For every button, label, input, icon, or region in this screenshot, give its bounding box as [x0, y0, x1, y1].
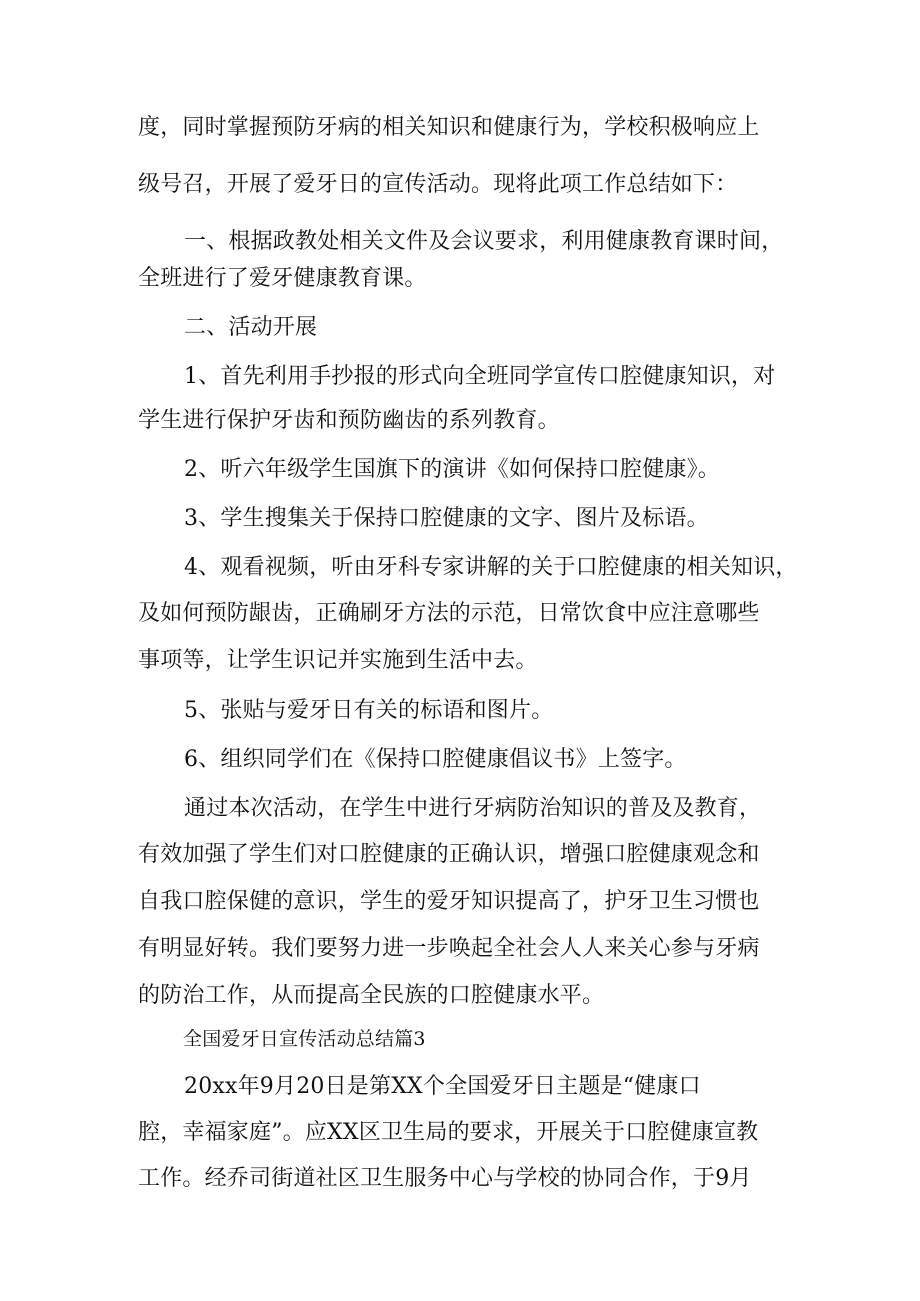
paragraph-line: 工作。经乔司街道社区卫生服务中心与学校的协同合作，于9月 [138, 1166, 752, 1191]
paragraph-line: 有明显好转。我们要努力进一步唤起全社会人人来关心参与牙病 [138, 936, 760, 961]
paragraph-line: 6、组织同学们在《保持口腔健康倡议书》上签字。 [184, 747, 687, 772]
paragraph-line: 事项等，让学生识记并实施到生活中去。 [138, 648, 538, 673]
paragraph-line: 通过本次活动，在学生中进行牙病防治知识的普及及教育， [184, 796, 762, 821]
paragraph-line: 2、听六年级学生国旗下的演讲《如何保持口腔健康》。 [184, 457, 720, 482]
paragraph-line: 及如何预防龈齿，正确刷牙方法的示范，日常饮食中应注意哪些 [138, 601, 760, 626]
paragraph-line: 4、观看视频，听由牙科专家讲解的关于口腔健康的相关知识， [184, 555, 798, 580]
paragraph-line: 全班进行了爱牙健康教育课。 [138, 266, 427, 291]
paragraph-line: 3、学生搜集关于保持口腔健康的文字、图片及标语。 [184, 506, 709, 531]
paragraph-line: 级号召，开展了爱牙日的宣传活动。现将此项工作总结如下： [138, 172, 738, 197]
section-heading: 二、活动开展 [184, 315, 318, 340]
paragraph-line: 有效加强了学生们对口腔健康的正确认识，增强口腔健康观念和 [138, 842, 760, 867]
paragraph-line: 一、根据政教处相关文件及会议要求，利用健康教育课时间， [184, 229, 784, 254]
paragraph-line: 腔，幸福家庭”。应XX区卫生局的要求，开展关于口腔健康宣教 [138, 1120, 759, 1145]
paragraph-line: 1、首先利用手抄报的形式向全班同学宣传口腔健康知识，对 [184, 364, 776, 389]
section-title: 全国爱牙日宣传活动总结篇3 [183, 1028, 426, 1050]
paragraph-line: 的防治工作，从而提高全民族的口腔健康水平。 [138, 983, 605, 1008]
paragraph-line: 学生进行保护牙齿和预防幽齿的系列教育。 [138, 408, 560, 433]
paragraph-line: 度，同时掌握预防牙病的相关知识和健康行为，学校积极响应上 [138, 115, 760, 140]
paragraph-line: 5、张贴与爱牙日有关的标语和图片。 [184, 698, 554, 723]
paragraph-line: 20xx年9月20日是第XX个全国爱牙日主题是“健康口 [184, 1074, 701, 1099]
paragraph-line: 自我口腔保健的意识，学生的爱牙知识提高了，护牙卫生习惯也 [138, 889, 760, 914]
